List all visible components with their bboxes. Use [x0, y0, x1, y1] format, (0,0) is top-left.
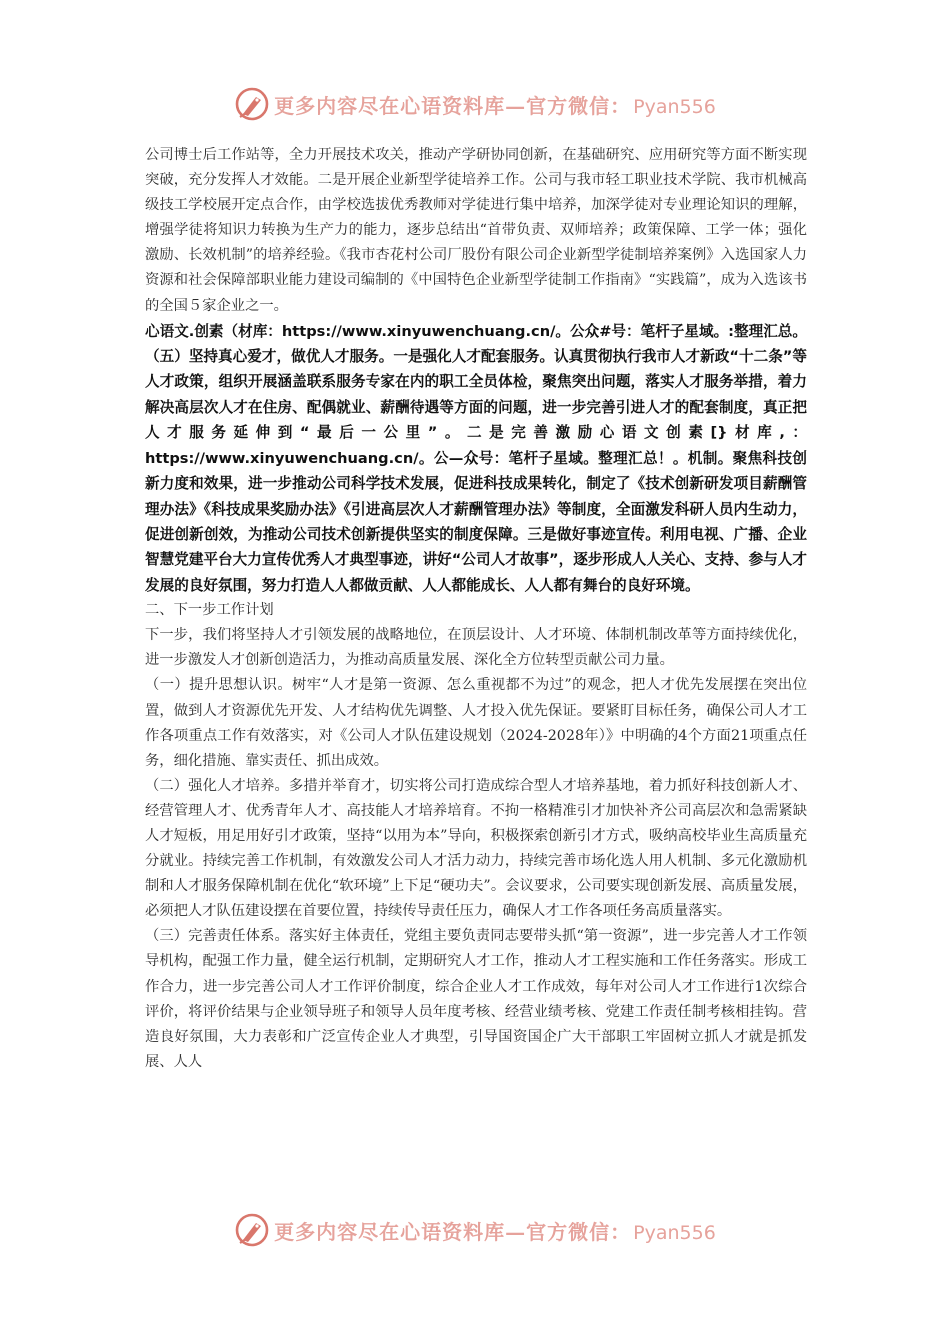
paragraph: 公司博士后工作站等，全力开展技术攻关，推动产学研协同创新，在基础研究、应用研究等方面不断实现突破，充分发挥人才效能。二是开展企业新型学徒培养工作。公司与我市轻工职业技术学院、我市机械高级技工学校展开定点合作，由学校选拔优秀教师对学徒进行集中培养，加深学徒对专业理论知识的理解，增强学徒将知识力转换为生产力的能力，逐步总结出“首带负责、双师培养；政策保障、工学一体；强化激励、长效机制”的培养经验。《我市杏花村公司厂股份有限公司企业新型学徒制培养案例》入选国家人力资源和社会保障部职业能力建设司编制的《中国特色企业新型学徒制工作指南》“实践篇”，成为入选该书的全国５家企业之一。	[145, 147, 807, 314]
watermark-text: 更多内容尽在心语资料库—官方微信： Pyan556	[274, 93, 716, 118]
section-heading: 二、下一步工作计划	[145, 602, 274, 619]
watermark-banner-top	[0, 82, 950, 126]
watermark-banner-bottom	[0, 1208, 950, 1252]
paragraph: （一）提升思想认识。树牢“人才是第一资源、怎么重视都不为过”的观念，把人才优先发展摆在突出位置，做到人才资源优先开发、人才结构优先调整、人才投入优先保证。要紧盯目标任务，确保公司人才工作各项重点工作有效落实，对《公司人才队伍建设规划（2024-2028年）》中明确的4个方面21项重点任务，细化措施、靠实责任、抓出成效。	[145, 677, 807, 769]
bold-paragraph: 心语文.创素（材库：https://www.xinyuwenchuang.cn/。公众#号：笔杆子星域。:整理汇总。（五）坚持真心爱才，做优人才服务。一是强化人才配套服务。认真贯彻执行我市人才新政“十二条”等人才政策，组织开展涵盖联系服务专家在内的职工全员体检，聚焦突出问题，落实人才服务举措，着力解决高层次人才在住房、配偶就业、薪酬待遇等方面的问题，进一步完善引进人才的配套制度，真正把人才服务延伸到“最后一公里”。二是完善激励心语文创素[}材库,：https://www.xinyuwenchuang.cn/。公—众号：笔杆子星域。整理汇总！。机制。聚焦科技创新力度和效果，进一步推动公司科学技术发展，促进科技成果转化，制定了《技术创新研发项目薪酬管理办法》《科技成果奖励办法》《引进高层次人才薪酬管理办法》等制度，全面激发科研人员内生动力，促进创新创效，为推动公司技术创新提供坚实的制度保障。三是做好事迹宣传。利用电视、广播、企业智慧党建平台大力宣传优秀人才典型事迹，讲好“公司人才故事”，逐步形成人人关心、支持、参与人才发展的良好氛围，努力打造人人都做贡献、人人都能成长、人人都有舞台的良好环境。	[145, 322, 807, 594]
wechat-id: Pyan556	[633, 95, 716, 118]
paragraph: （三）完善责任体系。落实好主体责任，党组主要负责同志要带头抓“第一资源”，进一步完善人才工作领导机构，配强工作力量，健全运行机制，定期研究人才工作，推动人才工程实施和工作任务落实。形成工作合力，进一步完善公司人才工作评价制度，综合企业人才工作成效，每年对公司人才工作进行1次综合评价，将评价结果与企业领导班子和领导人员年度考核、经营业绩考核、党建工作责任制考核相挂钩。营造良好氛围，大力表彰和广泛宣传企业人才典型，引导国资国企广大干部职工牢固树立抓人才就是抓发展、人人	[145, 928, 807, 1070]
pen-nib-circle-icon	[234, 1212, 270, 1248]
document-body	[145, 143, 807, 1075]
watermark-text: 更多内容尽在心语资料库—官方微信： Pyan556	[274, 1219, 716, 1244]
pen-nib-circle-icon	[234, 86, 270, 122]
paragraph: （二）强化人才培养。多措并举育才，切实将公司打造成综合型人才培养基地，着力抓好科技创新人才、经营管理人才、优秀青年人才、高技能人才培养培育。不拘一格精准引才加快补齐公司高层次和急需紧缺人才短板，用足用好引才政策，坚持“以用为本”导向，积极探索创新引才方式，吸纳高校毕业生高质量充分就业。持续完善工作机制，有效激发公司人才活力动力，持续完善市场化选人用人机制、多元化激励机制和人才服务保障机制在优化“软环境”上下足“硬功夫”。会议要求，公司要实现创新发展、高质量发展，必须把人才队伍建设摆在首要位置，持续传导责任压力，确保人才工作各项任务高质量落实。	[145, 777, 807, 920]
wechat-id: Pyan556	[633, 1221, 716, 1244]
paragraph: 下一步，我们将坚持人才引领发展的战略地位，在顶层设计、人才环境、体制机制改革等方面持续优化，进一步激发人才创新创造活力，为推动高质量发展、深化全方位转型贡献公司力量。	[145, 627, 807, 669]
